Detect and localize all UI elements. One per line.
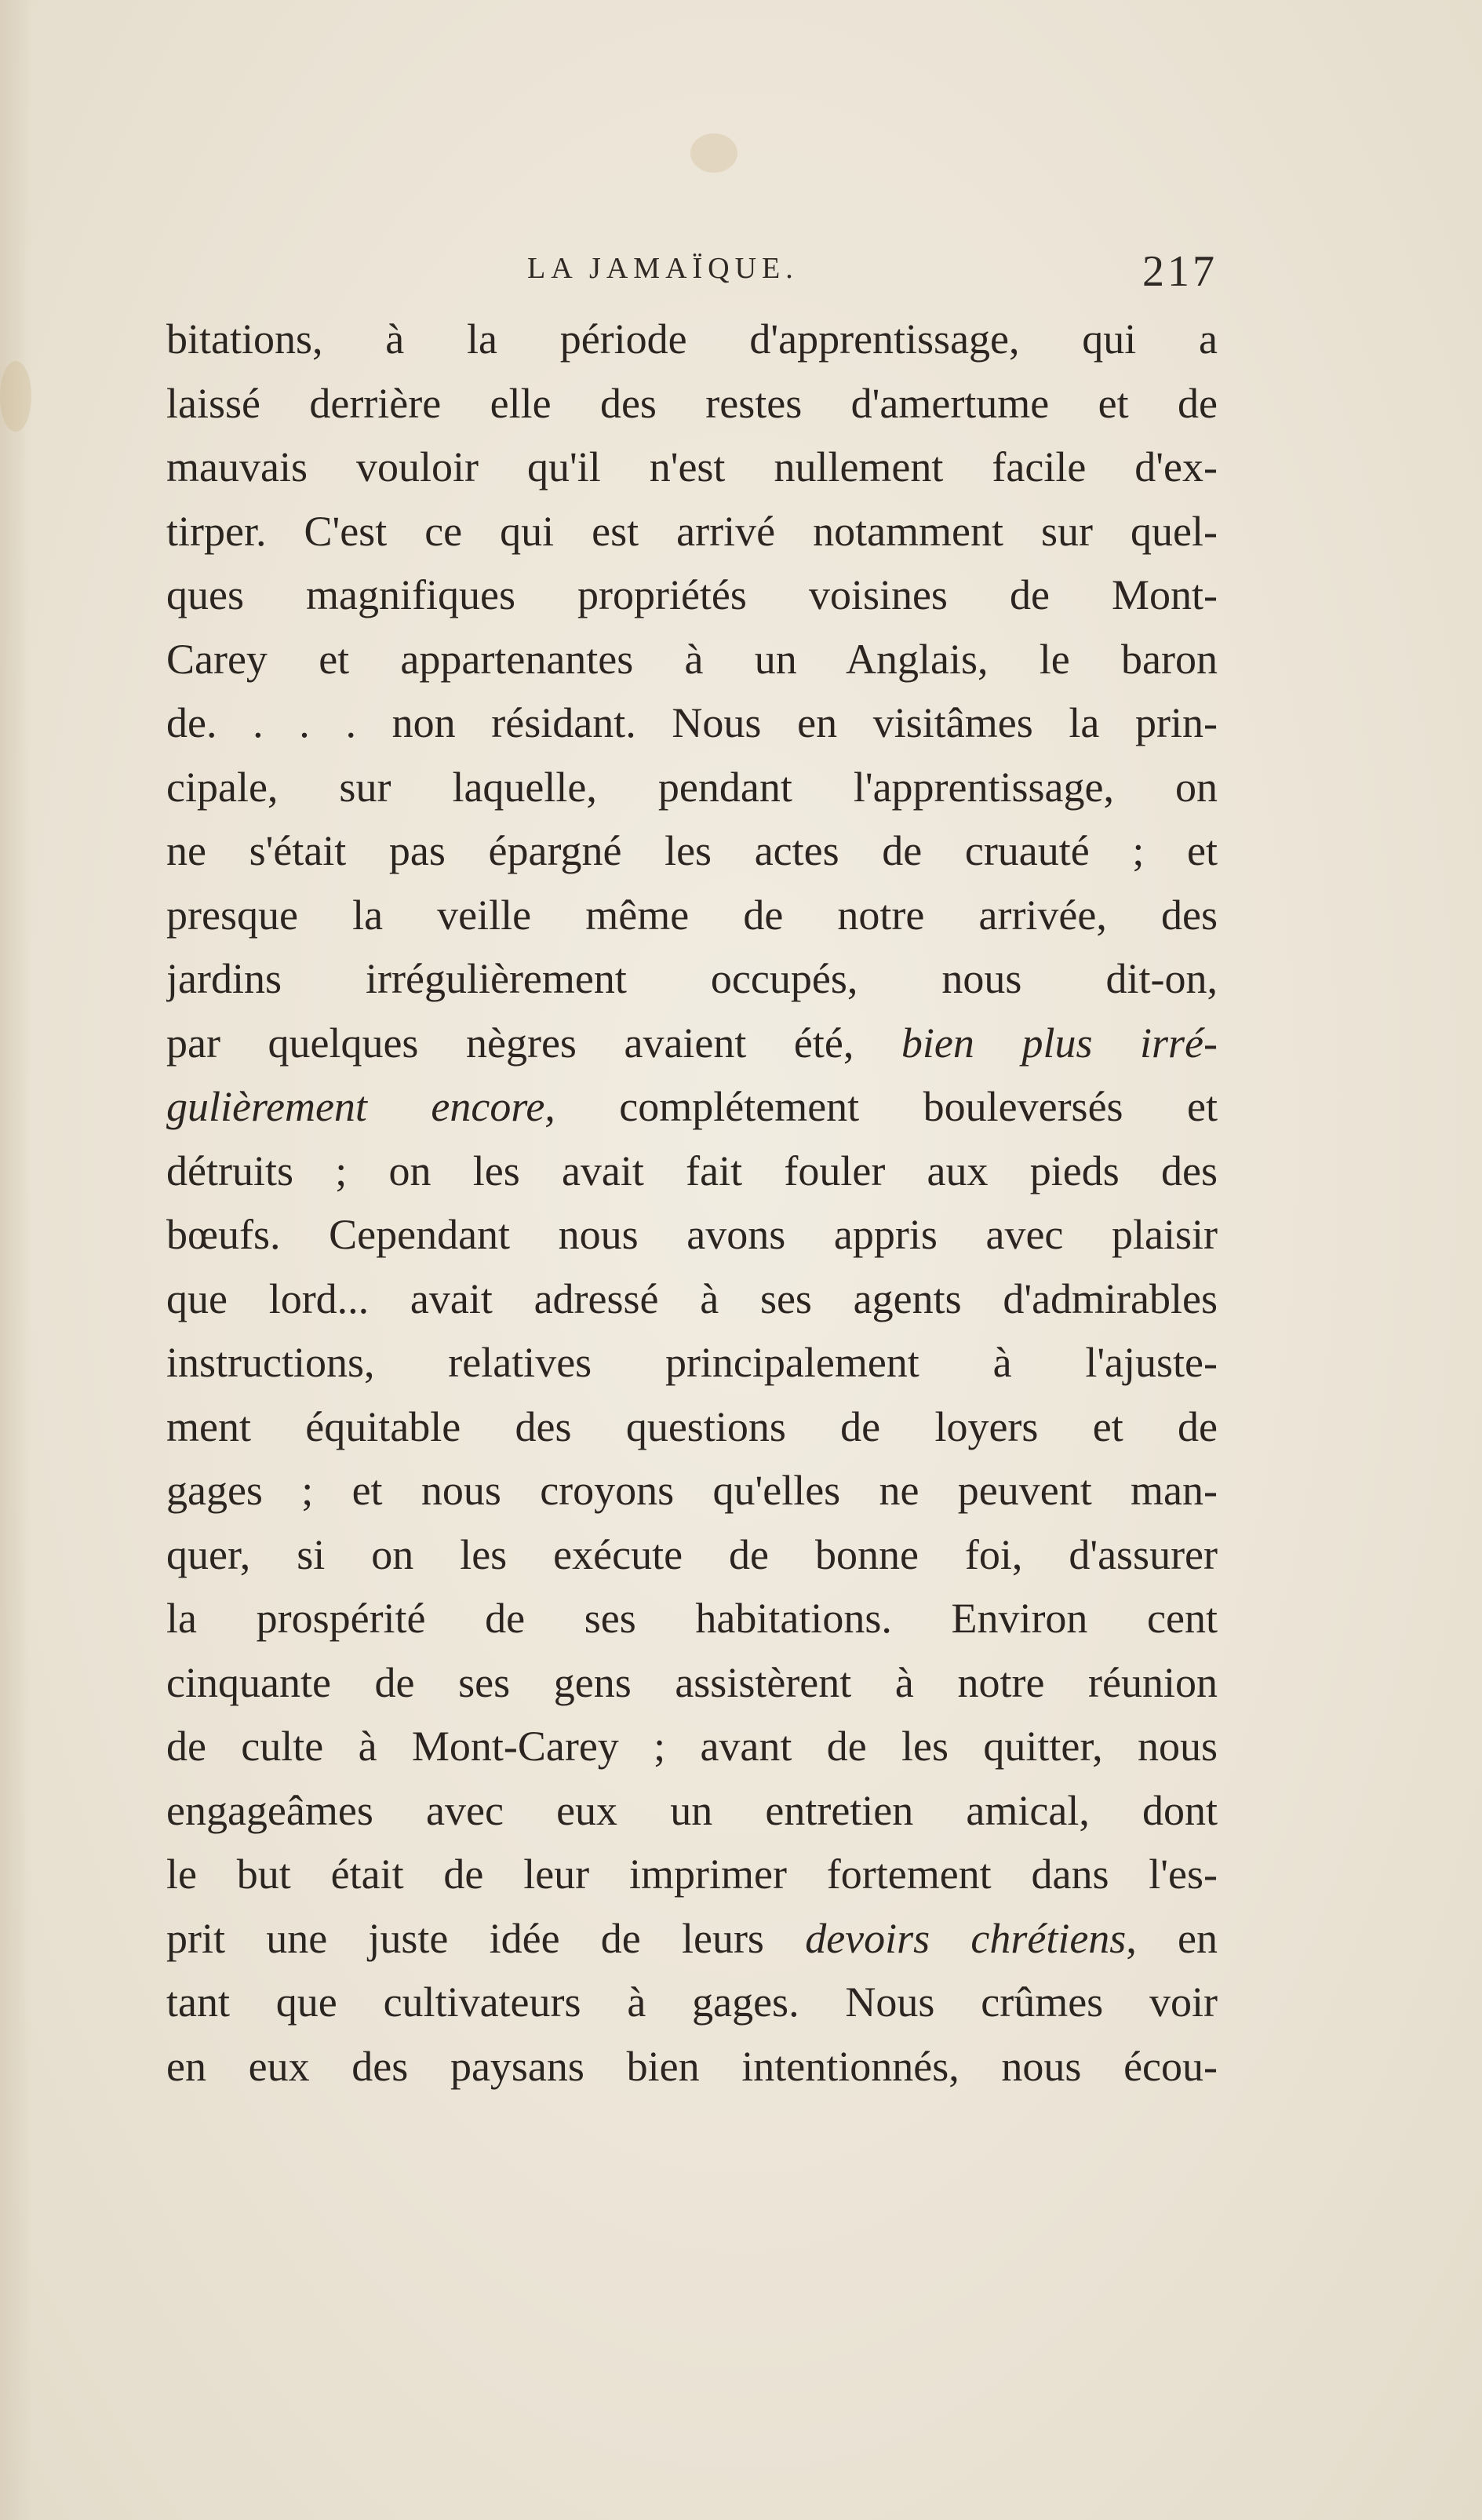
text-line: détruits ; on les avait fait fouler aux pieds des <box>166 1147 1218 1194</box>
text-line: laissé derrière elle des restes d'amertume et de <box>166 379 1218 427</box>
body-text <box>166 308 1218 2099</box>
text-line: cipale, sur laquelle, pendant l'apprentissage, on <box>166 763 1218 811</box>
paper-stain <box>0 361 31 432</box>
text-line: la prospérité de ses habitations. Environ cent <box>166 1595 1218 1642</box>
text-line: tant que cultivateurs à gages. Nous crûmes voir <box>166 1978 1218 2026</box>
text-line: le but était de leur imprimer fortement dans l'es- <box>166 1851 1218 1898</box>
text-line: gages ; et nous croyons qu'elles ne peuvent man- <box>166 1467 1218 1514</box>
page-number: 217 <box>1142 247 1218 296</box>
italic-text: bien plus irré- <box>901 1019 1218 1067</box>
text-line: ment équitable des questions de loyers et de <box>166 1402 1218 1450</box>
text-line: en eux des paysans bien intentionnés, nous écou- <box>166 2042 1218 2090</box>
text-line: presque la veille même de notre arrivée, des <box>166 891 1218 939</box>
text-line: cinquante de ses gens assistèrent à notre réunion <box>166 1658 1218 1706</box>
text-line: engageâmes avec eux un entretien amical, dont <box>166 1786 1218 1834</box>
text-line <box>166 1907 1218 1971</box>
text-line: ques magnifiques propriétés voisines de Mont- <box>166 571 1218 618</box>
text-line: ne s'était pas épargné les actes de cruauté ; et <box>166 827 1218 874</box>
text-line: de. . . . non résidant. Nous en visitâmes la prin- <box>166 699 1218 746</box>
text-line <box>166 1012 1218 1076</box>
text-line: que lord... avait adressé à ses agents d'admirables <box>166 1275 1218 1322</box>
text-line: de culte à Mont-Carey ; avant de les quitter, nous <box>166 1723 1218 1770</box>
text-line: quer, si on les exécute de bonne foi, d'assurer <box>166 1530 1218 1578</box>
text-line: mauvais vouloir qu'il n'est nullement facile d'ex- <box>166 443 1218 491</box>
text-line: Carey et appartenantes à un Anglais, le baron <box>166 635 1218 683</box>
paper-stain <box>690 133 737 173</box>
italic-text: devoirs chrétiens <box>805 1914 1127 1962</box>
text-line: instructions, relatives principalement à l'ajuste- <box>166 1339 1218 1386</box>
text-line <box>166 1075 1218 1140</box>
running-head: LA JAMAÏQUE. <box>527 252 799 285</box>
italic-text: gulièrement encore, <box>166 1083 555 1130</box>
text-line: tirper. C'est ce qui est arrivé notamment sur quel- <box>166 507 1218 555</box>
page-header <box>166 247 1218 306</box>
text-segment: prit une juste idée de leurs <box>166 1914 764 1962</box>
text-segment: , en <box>1126 1914 1218 1962</box>
text-line: bœufs. Cependant nous avons appris avec plaisir <box>166 1211 1218 1258</box>
text-segment: par quelques nègres avaient été, <box>166 1019 854 1067</box>
text-line: bitations, à la période d'apprentissage, qui a <box>166 315 1218 363</box>
text-line: jardins irrégulièrement occupés, nous dit-on, <box>166 955 1218 1002</box>
text-segment: complétement bouleversés et <box>619 1083 1218 1130</box>
